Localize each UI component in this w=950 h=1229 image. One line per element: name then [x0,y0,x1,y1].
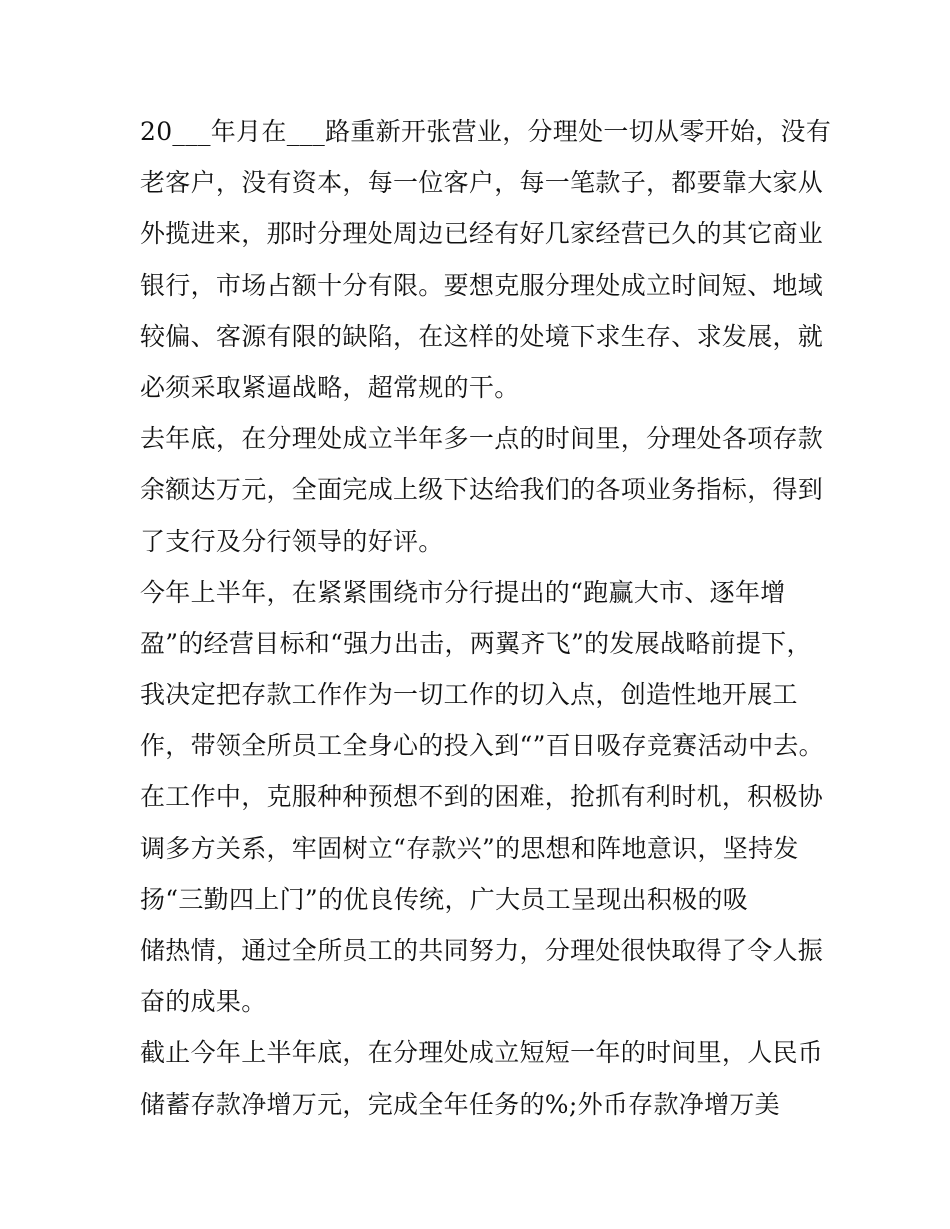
text-line: 较偏、客源有限的缺陷，在这样的处境下求生存、求发展，就 [140,321,824,351]
text-line: 我决定把存款工作作为一切工作的切入点，创造性地开展工 [140,680,798,710]
text-line: 在工作中，克服种种预想不到的困难，抢抓有利时机，积极协 [140,782,824,812]
text-line: 去年底，在分理处成立半年多一点的时间里，分理处各项存款 [140,424,824,454]
text-line: 储热情，通过全所员工的共同努力，分理处很快取得了令人振 [140,936,824,965]
text-line: 调多方关系，牢固树立“存款兴”的思想和阵地意识，坚持发 [140,833,799,863]
text-line: 必须采取紧逼战略，超常规的干。 [140,372,520,402]
text-line: 储蓄存款净增万元，完成全年任务的%;外币存款净增万美 [140,1089,780,1119]
text-line: 盈”的经营目标和“强力出击，两翼齐飞”的发展战略前提下， [140,628,812,658]
text-line: 今年上半年，在紧紧围绕市分行提出的“跑赢大市、逐年增 [140,577,786,607]
text-line: 扬“三勤四上门”的优良传统，广大员工呈现出积极的吸 [140,884,749,914]
text-line: 作，带领全所员工全身心的投入到“”百日吸存竞赛活动中去。 [140,731,824,761]
document-body [140,106,830,1130]
text-line: 余额达万元，全面完成上级下达给我们的各项业务指标，得到 [140,475,824,505]
text-line: 截止今年上半年底，在分理处成立短短一年的时间里，人民币 [140,1038,824,1068]
text-line: 了支行及分行领导的好评。 [140,526,444,556]
text-line: 银行，市场占额十分有限。要想克服分理处成立时间短、地域 [140,270,824,300]
text-line: 老客户，没有资本，每一位客户，每一笔款子，都要靠大家从 [140,168,824,198]
text-line: 20___年月在___路重新开张营业，分理处一切从零开始，没有 [140,117,832,146]
text-line: 外揽进来，那时分理处周边已经有好几家经营已久的其它商业 [140,219,824,249]
text-line: 奋的成果。 [140,987,267,1017]
